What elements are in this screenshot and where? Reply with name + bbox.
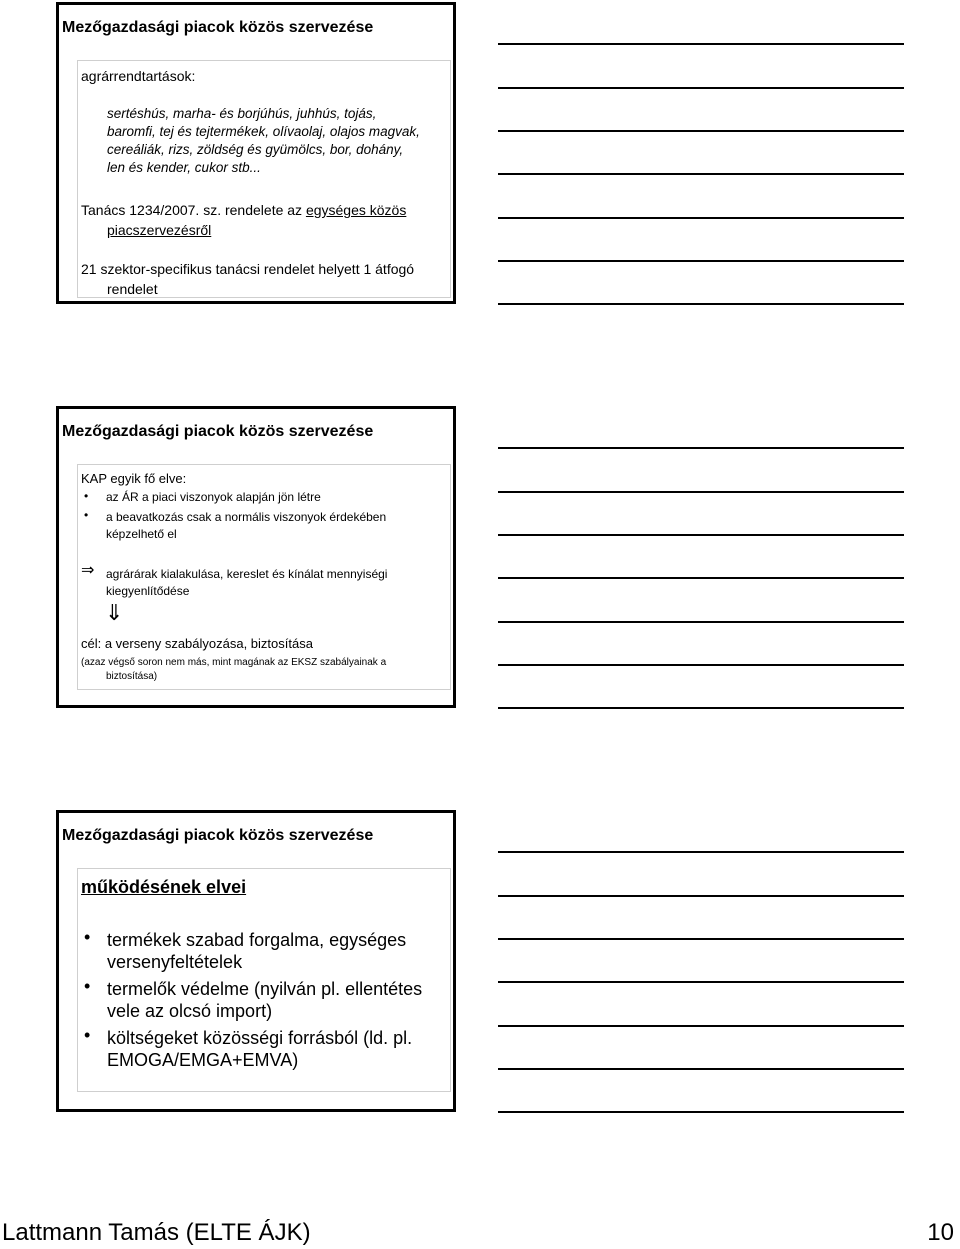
note-line <box>498 1025 904 1027</box>
bullet-text <box>107 978 422 1022</box>
note-line <box>498 447 904 449</box>
note-line <box>498 217 904 219</box>
note-line <box>498 491 904 493</box>
slide-content <box>77 60 451 298</box>
note-line <box>498 130 904 132</box>
slide-3 <box>56 810 456 1112</box>
product-line: len és kender, cukor stb... <box>107 160 261 175</box>
note-line <box>498 707 904 709</box>
bullet-dot-icon: • <box>84 1025 91 1045</box>
bullet-text <box>107 1027 412 1071</box>
bullet-dot-icon: • <box>84 489 89 503</box>
summary-text <box>81 259 414 299</box>
implication-line: agrárárak kialakulása, kereslet és kínálat mennyiségi <box>106 567 388 581</box>
bullet-line: termelők védelme (nyilván pl. ellentétes <box>107 979 423 999</box>
footer-author: Lattmann Tamás (ELTE ÁJK) <box>2 1219 311 1246</box>
implication-line: kiegyenlítődése <box>106 584 190 598</box>
implication-text <box>106 566 387 600</box>
note-line <box>498 621 904 623</box>
slide-content <box>77 464 451 690</box>
bullet-dot-icon: • <box>84 927 91 947</box>
slide-content <box>77 868 451 1092</box>
note-line <box>498 981 904 983</box>
product-list <box>107 105 420 177</box>
bullet-text: az ÁR a piaci viszonyok alapján jön létre <box>106 490 321 504</box>
double-arrow-down-icon: ⇓ <box>105 600 124 625</box>
note-line <box>498 895 904 897</box>
principle-heading: KAP egyik fő elve: <box>81 471 187 486</box>
bullet-line: versenyfeltételek <box>107 952 243 972</box>
bullet-line: a beavatkozás csak a normális viszonyok érdekében <box>106 510 387 524</box>
note-line <box>498 534 904 536</box>
bullet-line: vele az olcsó import) <box>107 1001 273 1021</box>
regulation-emphasis: piacszervezésről <box>107 222 212 238</box>
bullet-line: költségeket közösségi forrásból (ld. pl. <box>107 1028 413 1048</box>
note-line <box>498 664 904 666</box>
regulation-emphasis: egységes közös <box>305 202 407 218</box>
regulation-text <box>81 200 406 240</box>
regulation-prefix: Tanács 1234/2007. sz. rendelete az <box>81 202 306 218</box>
note-line <box>498 173 904 175</box>
note-line <box>498 260 904 262</box>
product-line: sertéshús, marha- és borjúhús, juhhús, tojás, <box>107 106 377 121</box>
product-line: cereáliák, rizs, zöldség és gyümölcs, bor, dohány, <box>107 142 404 157</box>
section-heading: működésének elvei <box>81 877 247 897</box>
goal-note-line: biztosítása) <box>106 671 158 682</box>
bullet-line: képzelhető el <box>106 527 177 541</box>
note-line <box>498 1068 904 1070</box>
slide-2 <box>56 406 456 708</box>
summary-line: 21 szektor-specifikus tanácsi rendelet helyett 1 átfogó <box>81 261 415 277</box>
bullet-text <box>106 509 386 543</box>
double-arrow-right-icon: ⇒ <box>81 562 95 579</box>
slide-title: Mezőgazdasági piacok közös szervezése <box>62 423 374 440</box>
note-line <box>498 87 904 89</box>
note-line <box>498 43 904 45</box>
goal-text: cél: a verseny szabályozása, biztosítása <box>81 636 313 651</box>
note-line <box>498 938 904 940</box>
note-line <box>498 851 904 853</box>
bullet-dot-icon: • <box>84 508 89 522</box>
goal-note-line: (azaz végső soron nem más, mint magának az EKSZ szabályainak a <box>81 657 387 668</box>
page-number: 10 <box>927 1219 954 1246</box>
slide-1 <box>56 2 456 304</box>
intro-text: agrárrendtartások: <box>81 68 196 84</box>
note-line <box>498 303 904 305</box>
bullet-text <box>107 929 406 973</box>
goal-note <box>81 656 386 684</box>
bullet-line: termékek szabad forgalma, egységes <box>107 930 407 950</box>
note-line <box>498 1111 904 1113</box>
slide-title: Mezőgazdasági piacok közös szervezése <box>62 827 374 844</box>
summary-line: rendelet <box>107 281 158 297</box>
bullet-line: EMOGA/EMGA+EMVA) <box>107 1050 299 1070</box>
bullet-dot-icon: • <box>84 976 91 996</box>
product-line: baromfi, tej és tejtermékek, olívaolaj, olajos magvak, <box>107 124 420 139</box>
slide-title: Mezőgazdasági piacok közös szervezése <box>62 19 374 36</box>
note-line <box>498 577 904 579</box>
